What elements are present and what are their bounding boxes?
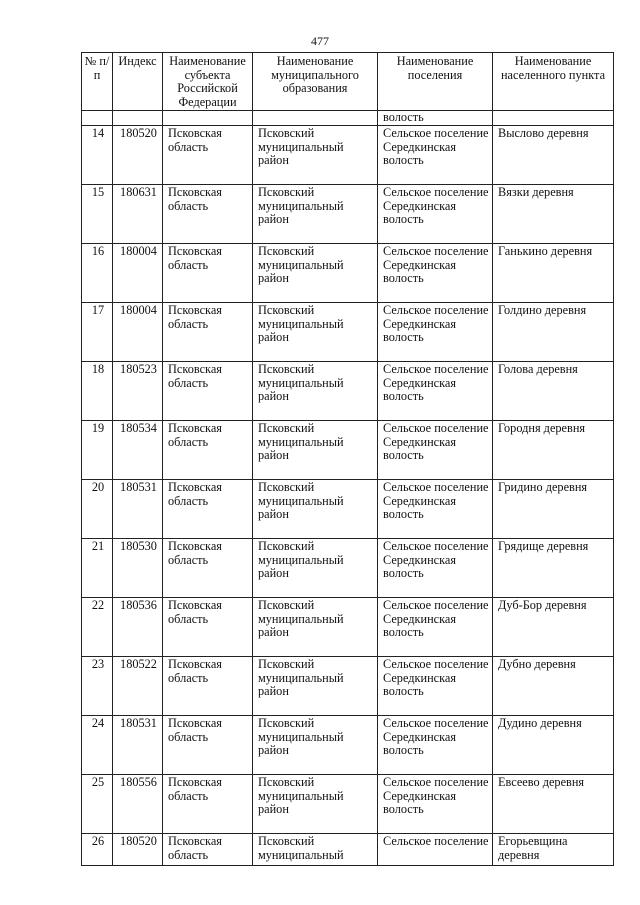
cell-num: 20 <box>82 480 113 539</box>
cell-subject: Псковская область <box>163 716 253 775</box>
cell-settlement: Сельское поселение Середкинская волость <box>378 185 493 244</box>
header-locality: Наименование населенного пункта <box>493 53 614 111</box>
header-num: № п/п <box>82 53 113 111</box>
localities-table <box>81 52 614 866</box>
cell-locality: Грядище деревня <box>493 539 614 598</box>
cell-subject: Псковская область <box>163 539 253 598</box>
cell-num: 26 <box>82 834 113 866</box>
table-row <box>82 716 614 775</box>
cell-settlement: Сельское поселение Середкинская волость <box>378 362 493 421</box>
cell-num: 22 <box>82 598 113 657</box>
cell-settlement: Сельское поселение Середкинская волость <box>378 480 493 539</box>
cell-subject: Псковская область <box>163 303 253 362</box>
table-row <box>82 421 614 480</box>
cell-locality: Дуб-Бор деревня <box>493 598 614 657</box>
cell-num: 24 <box>82 716 113 775</box>
cell-locality: Голова деревня <box>493 362 614 421</box>
cell-subject: Псковская область <box>163 775 253 834</box>
cell-locality: Городня деревня <box>493 421 614 480</box>
cell-subject: Псковская область <box>163 598 253 657</box>
cell-num: 21 <box>82 539 113 598</box>
cell-municipality: Псковский муниципальный район <box>253 185 378 244</box>
cell-index: 180631 <box>113 185 163 244</box>
cell-num: 16 <box>82 244 113 303</box>
cell-num: 18 <box>82 362 113 421</box>
cell-municipality: Псковский муниципальный район <box>253 716 378 775</box>
cell-locality: Дудино деревня <box>493 716 614 775</box>
cell-settlement: Сельское поселение Середкинская волость <box>378 598 493 657</box>
cell-locality: Гридино деревня <box>493 480 614 539</box>
table-row <box>82 480 614 539</box>
cell-index: 180004 <box>113 244 163 303</box>
cell-locality: Голдино деревня <box>493 303 614 362</box>
cell-locality: Евсеево деревня <box>493 775 614 834</box>
cell-settlement: Сельское поселение Середкинская волость <box>378 539 493 598</box>
cell-settlement: Сельское поселение Середкинская волость <box>378 716 493 775</box>
cell-settlement: Сельское поселение Середкинская волость <box>378 303 493 362</box>
cell-municipality: Псковский муниципальный район <box>253 598 378 657</box>
continuation-row <box>82 111 614 126</box>
cell-settlement: Сельское поселение Середкинская волость <box>378 421 493 480</box>
cell-municipality: Псковский муниципальный район <box>253 657 378 716</box>
cell-settlement: Сельское поселение Середкинская волость <box>378 775 493 834</box>
cell-municipality: Псковский муниципальный район <box>253 303 378 362</box>
cell-settlement: Сельское поселение Середкинская волость <box>378 657 493 716</box>
cell-subject: Псковская область <box>163 126 253 185</box>
page-number: 477 <box>311 34 329 48</box>
cell-locality: Выслово деревня <box>493 126 614 185</box>
continuation-settlement: волость <box>378 111 493 126</box>
table-row <box>82 185 614 244</box>
cell-num: 23 <box>82 657 113 716</box>
cell-subject: Псковская область <box>163 185 253 244</box>
cell-num: 15 <box>82 185 113 244</box>
table-row <box>82 834 614 866</box>
cell-index: 180556 <box>113 775 163 834</box>
cell-index: 180522 <box>113 657 163 716</box>
cell-index: 180520 <box>113 834 163 866</box>
cell-index: 180523 <box>113 362 163 421</box>
table-row <box>82 598 614 657</box>
cell-num: 17 <box>82 303 113 362</box>
cell-num: 25 <box>82 775 113 834</box>
cell-index: 180534 <box>113 421 163 480</box>
table-row <box>82 539 614 598</box>
cell-subject: Псковская область <box>163 244 253 303</box>
cell-municipality: Псковский муниципальный <box>253 834 378 866</box>
cell-locality: Егорьевщина деревня <box>493 834 614 866</box>
header-row <box>82 53 614 111</box>
cell-locality: Вязки деревня <box>493 185 614 244</box>
cell-municipality: Псковский муниципальный район <box>253 539 378 598</box>
cell-subject: Псковская область <box>163 362 253 421</box>
table-row <box>82 126 614 185</box>
cell-municipality: Псковский муниципальный район <box>253 244 378 303</box>
cell-municipality: Псковский муниципальный район <box>253 480 378 539</box>
cell-index: 180531 <box>113 716 163 775</box>
table-row <box>82 362 614 421</box>
cell-num: 19 <box>82 421 113 480</box>
cell-settlement: Сельское поселение Середкинская волость <box>378 244 493 303</box>
cell-subject: Псковская область <box>163 657 253 716</box>
header-index: Индекс <box>113 53 163 111</box>
cell-index: 180520 <box>113 126 163 185</box>
table-row <box>82 775 614 834</box>
header-settlement: Наименование поселения <box>378 53 493 111</box>
table-row <box>82 657 614 716</box>
cell-subject: Псковская область <box>163 421 253 480</box>
cell-locality: Ганькино деревня <box>493 244 614 303</box>
cell-index: 180531 <box>113 480 163 539</box>
cell-municipality: Псковский муниципальный район <box>253 775 378 834</box>
cell-index: 180536 <box>113 598 163 657</box>
cell-settlement: Сельское поселение <box>378 834 493 866</box>
header-municipality: Наименование муниципального образования <box>253 53 378 111</box>
cell-settlement: Сельское поселение Середкинская волость <box>378 126 493 185</box>
header-subject: Наименование субъекта Российской Федерации <box>163 53 253 111</box>
cell-index: 180530 <box>113 539 163 598</box>
cell-num: 14 <box>82 126 113 185</box>
cell-subject: Псковская область <box>163 834 253 866</box>
cell-index: 180004 <box>113 303 163 362</box>
table-row <box>82 244 614 303</box>
cell-municipality: Псковский муниципальный район <box>253 421 378 480</box>
cell-locality: Дубно деревня <box>493 657 614 716</box>
cell-subject: Псковская область <box>163 480 253 539</box>
cell-municipality: Псковский муниципальный район <box>253 362 378 421</box>
table-row <box>82 303 614 362</box>
cell-municipality: Псковский муниципальный район <box>253 126 378 185</box>
